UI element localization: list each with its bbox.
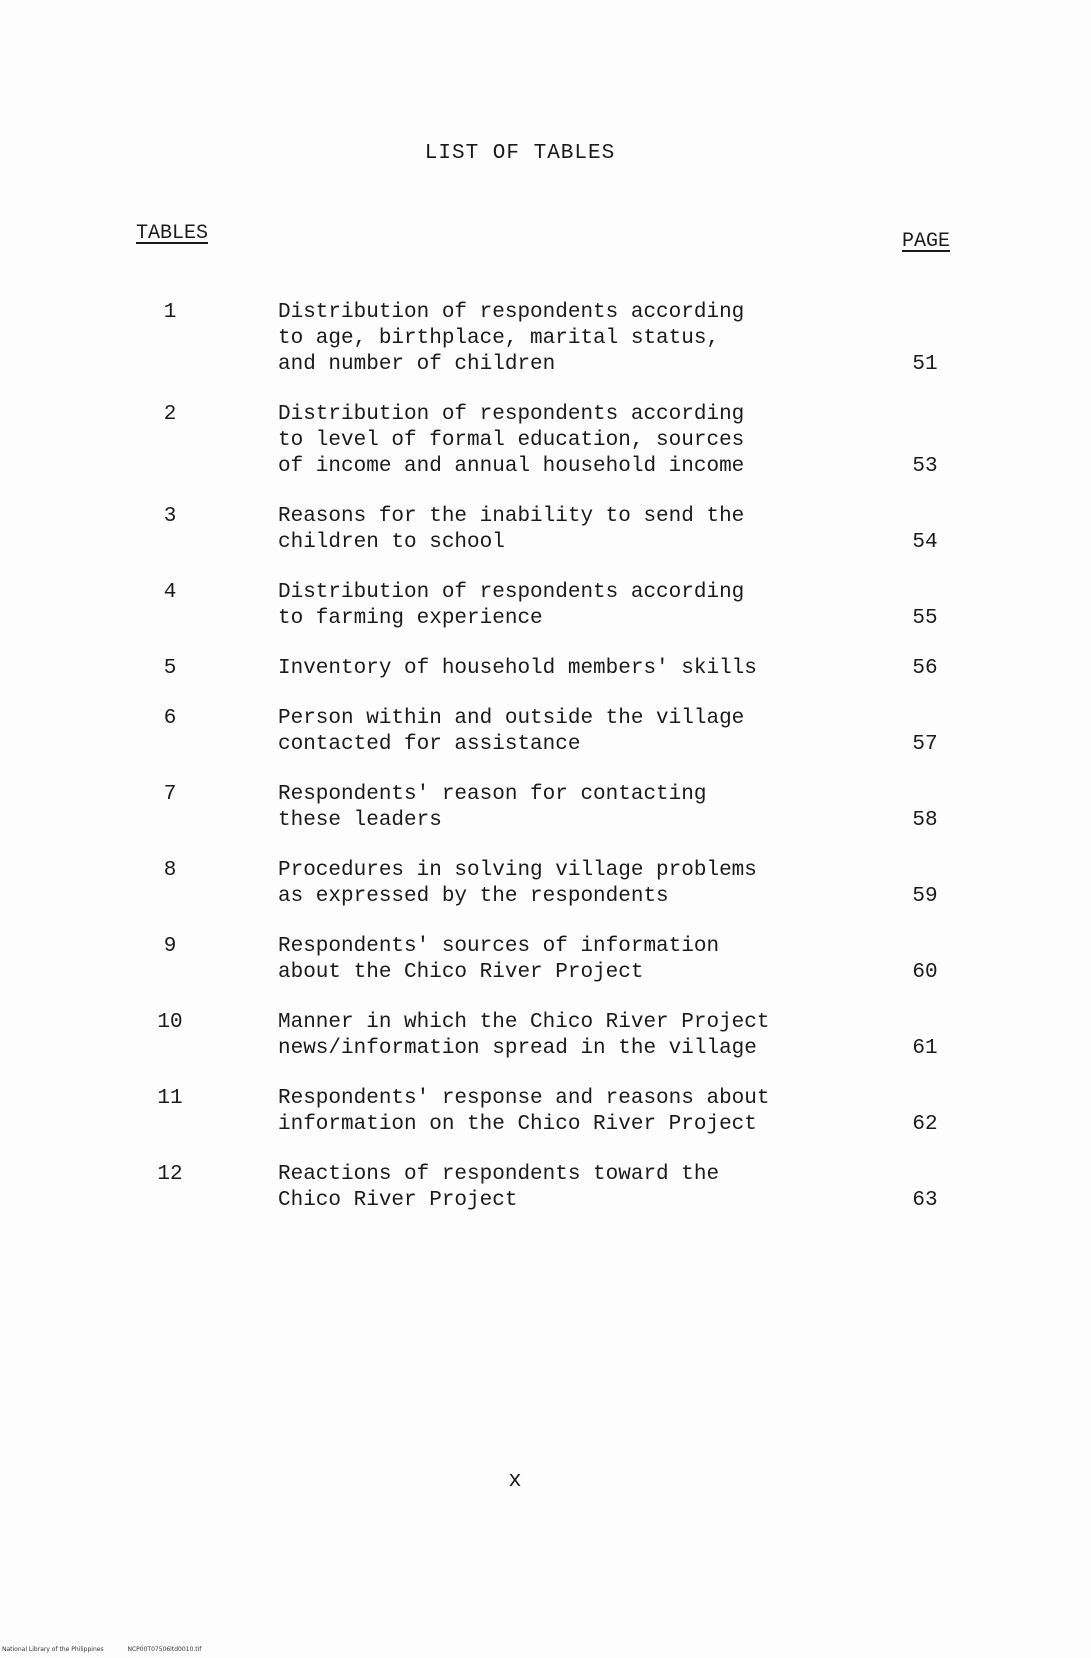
description-line: contacted for assistance — [278, 733, 581, 756]
table-number: 6 — [163, 707, 177, 730]
description-line: Chico River Project — [278, 1189, 518, 1212]
library-credit: National Library of the Philippines — [2, 1646, 104, 1653]
description-line: Distribution of respondents according — [278, 403, 745, 426]
page-number: 60 — [912, 961, 938, 984]
table-number: 2 — [163, 403, 177, 426]
page-number: 61 — [912, 1037, 938, 1060]
table-number: 7 — [163, 783, 177, 806]
table-number: 3 — [163, 505, 177, 528]
page-column-header: PAGE — [902, 230, 951, 253]
table-description — [278, 656, 818, 682]
description-line: Reasons for the inability to send the — [278, 505, 745, 528]
table-number: 5 — [163, 657, 177, 680]
page-number: 58 — [912, 809, 938, 832]
table-number: 1 — [163, 301, 177, 324]
description-line: Respondents' response and reasons about — [278, 1087, 770, 1110]
table-description — [278, 782, 818, 834]
description-line: Distribution of respondents according — [278, 301, 745, 324]
description-line: of income and annual household income — [278, 455, 745, 478]
table-number: 10 — [157, 1011, 183, 1034]
table-number: 11 — [157, 1087, 183, 1110]
description-line: Reactions of respondents toward the — [278, 1163, 720, 1186]
page-number: 54 — [912, 531, 938, 554]
description-line: and number of children — [278, 353, 556, 376]
description-line: as expressed by the respondents — [278, 885, 669, 908]
description-line: Inventory of household members' skills — [278, 657, 757, 680]
table-description — [278, 858, 818, 910]
table-description — [278, 1086, 818, 1138]
file-id: NCP00T07506ltd0010.tif — [127, 1646, 202, 1653]
page-number: 57 — [912, 733, 938, 756]
page-number: 55 — [912, 607, 938, 630]
table-number: 12 — [157, 1163, 183, 1186]
description-line: Respondents' reason for contacting — [278, 783, 707, 806]
description-line: Respondents' sources of information — [278, 935, 720, 958]
page-title: LIST OF TABLES — [424, 142, 616, 165]
table-number: 9 — [163, 935, 177, 958]
description-line: news/information spread in the village — [278, 1037, 757, 1060]
table-description — [278, 300, 818, 378]
scan-footer — [2, 1646, 223, 1653]
description-line: to farming experience — [278, 607, 543, 630]
page-number: 56 — [912, 657, 938, 680]
table-description — [278, 504, 818, 556]
description-line: Manner in which the Chico River Project — [278, 1011, 770, 1034]
page-number: 51 — [912, 353, 938, 376]
description-line: Distribution of respondents according — [278, 581, 745, 604]
table-description — [278, 1010, 818, 1062]
table-description — [278, 1162, 818, 1214]
page-number: 53 — [912, 455, 938, 478]
table-description — [278, 580, 818, 632]
page-number: 62 — [912, 1113, 938, 1136]
description-line: Procedures in solving village problems — [278, 859, 757, 882]
table-description — [278, 706, 818, 758]
description-line: to level of formal education, sources — [278, 429, 745, 452]
page-number: 63 — [912, 1189, 938, 1212]
page-folio: x — [508, 1468, 522, 1493]
table-description — [278, 934, 818, 986]
description-line: children to school — [278, 531, 505, 554]
table-number: 4 — [163, 581, 177, 604]
description-line: these leaders — [278, 809, 442, 832]
page-number: 59 — [912, 885, 938, 908]
description-line: Person within and outside the village — [278, 707, 745, 730]
table-number: 8 — [163, 859, 177, 882]
tables-column-header: TABLES — [136, 222, 209, 245]
table-description — [278, 402, 818, 480]
description-line: information on the Chico River Project — [278, 1113, 757, 1136]
description-line: about the Chico River Project — [278, 961, 644, 984]
description-line: to age, birthplace, marital status, — [278, 327, 720, 350]
